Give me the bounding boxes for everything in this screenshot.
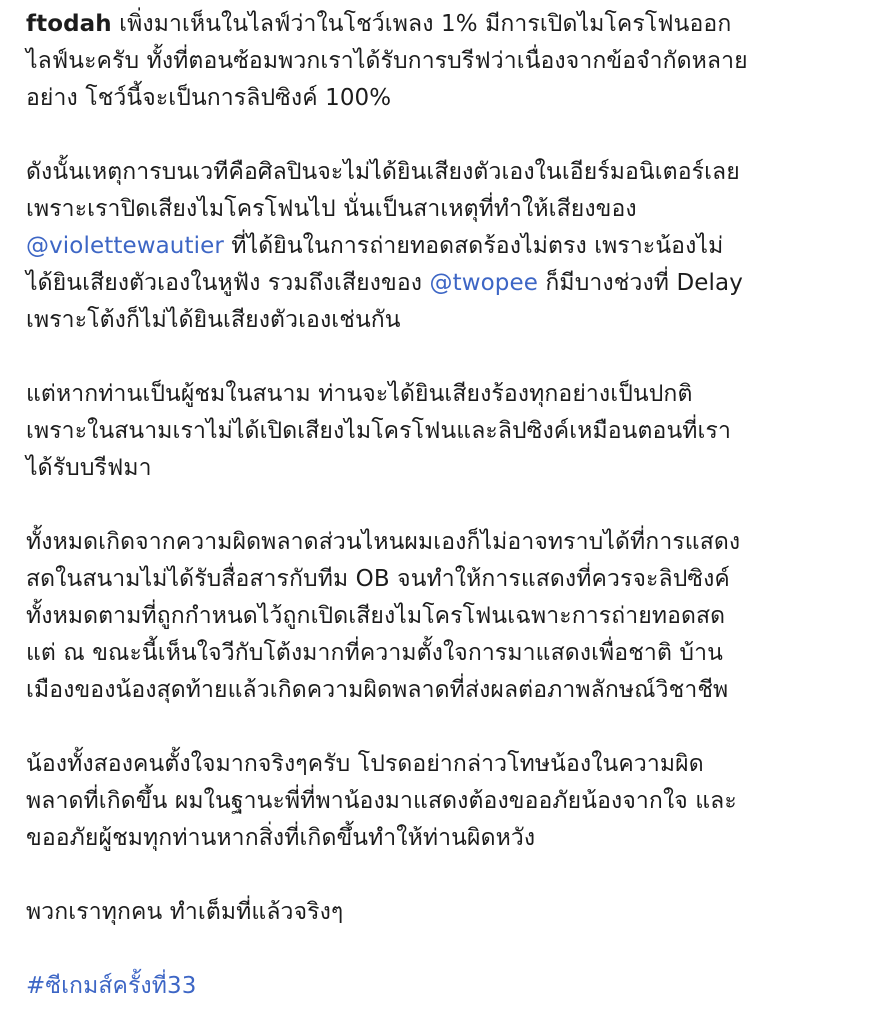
caption-text: แต่หากท่านเป็นผู้ชมในสนาม ท่านจะได้ยินเสียงร้องทุกอย่างเป็นปกติ — [26, 381, 693, 407]
caption-line — [26, 524, 868, 561]
username-link[interactable]: ftodah — [26, 11, 112, 37]
caption-line — [26, 228, 868, 265]
caption-text: แต่ ณ ขณะนี้เห็นใจวีกับโต้งมากที่ความตั้งใจการมาแสดงเพื่อชาติ บ้าน — [26, 640, 723, 666]
caption-line — [26, 672, 868, 709]
caption-text: ได้ยินเสียงตัวเองในหูฟัง รวมถึงเสียงของ — [26, 270, 430, 296]
mention-link[interactable]: @violettewautier — [26, 233, 224, 259]
caption-line — [26, 80, 868, 117]
caption-text: เมืองของน้องสุดท้ายแล้วเกิดความผิดพลาดที่ส่งผลต่อภาพลักษณ์วิชาชีพ — [26, 677, 729, 703]
caption-line — [26, 820, 868, 857]
caption-text: เพราะเราปิดเสียงไมโครโฟนไป นั่นเป็นสาเหตุที่ทำให้เสียงของ — [26, 196, 637, 222]
caption-line — [26, 894, 868, 931]
caption-line — [26, 265, 868, 302]
caption-text: ทั้งหมดตามที่ถูกกำหนดไว้ถูกเปิดเสียงไมโครโฟนเฉพาะการถ่ายทอดสด — [26, 603, 726, 629]
caption-paragraph — [26, 746, 868, 857]
caption-line — [26, 561, 868, 598]
caption-text: ขออภัยผู้ชมทุกท่านหากสิ่งที่เกิดขึ้นทำให้ท่านผิดหวัง — [26, 825, 536, 851]
caption-paragraph — [26, 894, 868, 931]
caption-text: พวกเราทุกคน ทำเต็มที่แล้วจริงๆ — [26, 899, 344, 925]
caption-text: พลาดที่เกิดขึ้น ผมในฐานะพี่ที่พาน้องมาแสดงต้องขออภัยน้องจากใจ และ — [26, 788, 737, 814]
caption-text: เพิ่งมาเห็นในไลฟ์ว่าในโชว์เพลง 1% มีการเปิดไมโครโฟนออก — [111, 11, 732, 37]
caption-line — [26, 746, 868, 783]
caption-paragraph — [26, 968, 868, 1005]
caption-line — [26, 598, 868, 635]
caption-paragraph — [26, 376, 868, 487]
caption-text: ไลฟ์นะครับ ทั้งที่ตอนซ้อมพวกเราได้รับการบรีฟว่าเนื่องจากข้อจำกัดหลาย — [26, 48, 748, 74]
caption-line — [26, 450, 868, 487]
caption-line — [26, 154, 868, 191]
caption-line — [26, 635, 868, 672]
caption-line — [26, 6, 868, 43]
caption-text: ได้รับบรีฟมา — [26, 455, 152, 481]
caption-paragraph — [26, 6, 868, 117]
caption-text: เพราะในสนามเราไม่ได้เปิดเสียงไมโครโฟนและลิปซิงค์เหมือนตอนที่เรา — [26, 418, 731, 444]
caption-text: สดในสนามไม่ได้รับสื่อสารกับทีม OB จนทำให้การแสดงที่ควรจะลิปซิงค์ — [26, 566, 730, 592]
caption-line — [26, 413, 868, 450]
caption-text: ทั้งหมดเกิดจากความผิดพลาดส่วนไหนผมเองก็ไม่อาจทราบได้ที่การแสดง — [26, 529, 741, 555]
caption-line — [26, 302, 868, 339]
hashtag-link[interactable]: #ซีเกมส์ครั้งที่33 — [26, 973, 197, 999]
caption-line — [26, 376, 868, 413]
caption-text: น้องทั้งสองคนตั้งใจมากจริงๆครับ โปรดอย่ากล่าวโทษน้องในความผิด — [26, 751, 704, 777]
caption-paragraph — [26, 524, 868, 709]
mention-link[interactable]: @twopee — [429, 270, 538, 296]
caption-line — [26, 191, 868, 228]
caption-text: ที่ได้ยินในการถ่ายทอดสดร้องไม่ตรง เพราะน้องไม่ — [223, 233, 724, 259]
caption-line — [26, 43, 868, 80]
caption-text: ดังนั้นเหตุการบนเวทีคือศิลปินจะไม่ได้ยินเสียงตัวเองในเอียร์มอนิเตอร์เลย — [26, 159, 740, 185]
caption-text: ก็มีบางช่วงที่ Delay — [538, 270, 743, 296]
caption-line — [26, 968, 868, 1005]
caption-line — [26, 783, 868, 820]
caption-text: เพราะโต้งก็ไม่ได้ยินเสียงตัวเองเช่นกัน — [26, 307, 401, 333]
caption-paragraph — [26, 154, 868, 339]
caption-text: อย่าง โชว์นี้จะเป็นการลิปซิงค์ 100% — [26, 85, 392, 111]
